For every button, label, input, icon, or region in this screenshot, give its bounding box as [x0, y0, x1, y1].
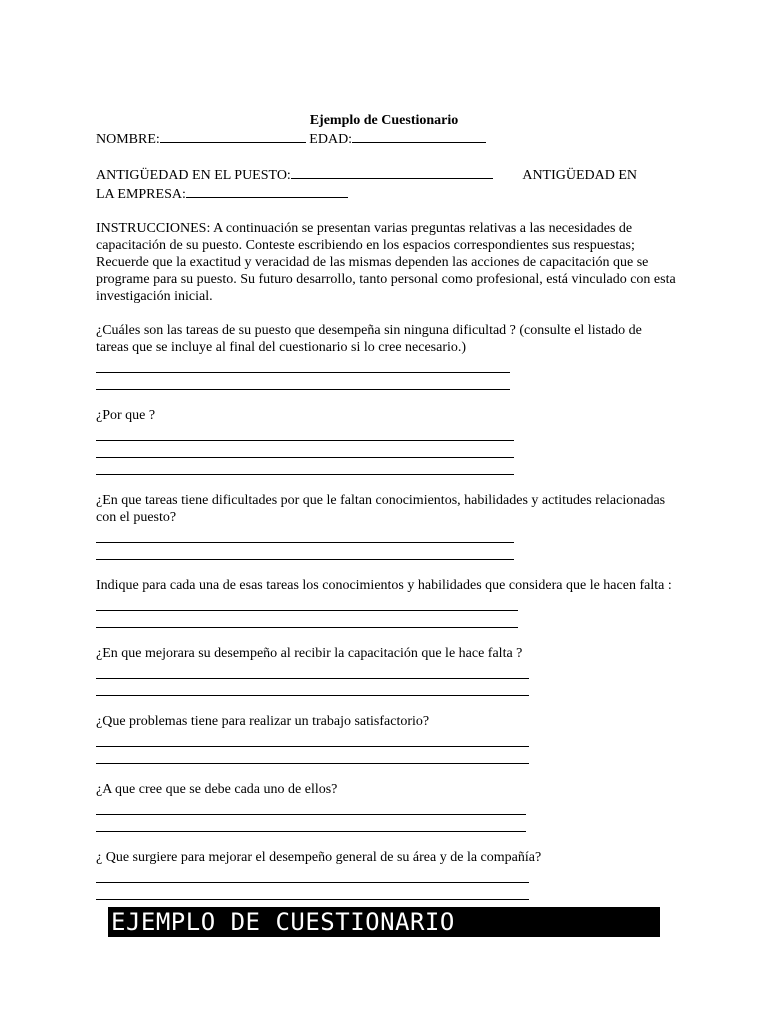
- page-title: Ejemplo de Cuestionario: [309, 113, 459, 128]
- document-banner: [108, 907, 660, 937]
- question-block: [96, 628, 676, 696]
- answer-line[interactable]: [96, 526, 514, 543]
- spacer: [96, 764, 676, 781]
- spacer: [96, 628, 676, 645]
- antiguedad-empresa-label-2: LA EMPRESA:: [96, 187, 186, 202]
- question-block: [96, 764, 676, 832]
- answer-line[interactable]: [96, 883, 529, 900]
- spacer: [96, 305, 676, 322]
- answer-line[interactable]: [96, 441, 514, 458]
- nombre-edad-row: [96, 129, 676, 148]
- question-block: [96, 305, 676, 390]
- answer-line[interactable]: [96, 543, 514, 560]
- answer-line[interactable]: [96, 356, 510, 373]
- answer-line[interactable]: [96, 458, 514, 475]
- answer-line[interactable]: [96, 424, 514, 441]
- antiguedad-empresa-label: ANTIGÜEDAD EN: [522, 168, 638, 183]
- question-text: ¿A que cree que se debe cada uno de ellos?: [96, 782, 338, 797]
- question-text: ¿En que tareas tiene dificultades por que le faltan conocimientos, habilidades y actitudes relacionadas con el puesto?: [96, 493, 666, 525]
- spacer: [96, 475, 676, 492]
- answer-line[interactable]: [96, 662, 529, 679]
- nombre-field[interactable]: [160, 129, 306, 143]
- document-page: [96, 112, 676, 900]
- banner-title: EJEMPLO DE CUESTIONARIO: [111, 908, 455, 936]
- edad-label: EDAD:: [309, 132, 353, 147]
- question-text: ¿ Que surgiere para mejorar el desempeño general de su área y de la compañía?: [96, 850, 542, 865]
- question-block: [96, 475, 676, 560]
- answer-line[interactable]: [96, 730, 529, 747]
- spacer: [96, 148, 676, 165]
- instructions-text: INSTRUCCIONES: A continuación se presentan varias preguntas relativas a las necesidades de capacitación de su puesto. Conteste escribiendo en los espacios correspondientes sus respuestas; Recuerde que la exactitud y veracidad de las mismas dependen las acciones de capacitación que se programe para su puesto. Su futuro desarrollo, tanto personal como profesional, está vinculado con esta investigación inicial.: [96, 221, 676, 304]
- antiguedad-row: [96, 165, 676, 184]
- question-text: ¿Que problemas tiene para realizar un trabajo satisfactorio?: [96, 714, 430, 729]
- edad-field[interactable]: [352, 129, 486, 143]
- answer-line[interactable]: [96, 798, 526, 815]
- antiguedad-puesto-field[interactable]: [291, 165, 493, 179]
- questions-list: [96, 305, 676, 900]
- antiguedad-puesto-label: ANTIGÜEDAD EN EL PUESTO:: [96, 168, 291, 183]
- antiguedad-empresa-row: [96, 184, 676, 203]
- answer-line[interactable]: [96, 866, 529, 883]
- spacer: [96, 696, 676, 713]
- question-block: [96, 390, 676, 475]
- answer-line[interactable]: [96, 815, 526, 832]
- antiguedad-empresa-field[interactable]: [186, 184, 348, 198]
- spacer: [96, 203, 676, 220]
- answer-line[interactable]: [96, 679, 529, 696]
- answer-line[interactable]: [96, 594, 518, 611]
- question-block: [96, 832, 676, 900]
- spacer: [96, 832, 676, 849]
- question-block: [96, 560, 676, 628]
- answer-line[interactable]: [96, 373, 510, 390]
- question-block: [96, 696, 676, 764]
- spacer: [96, 390, 676, 407]
- nombre-label: NOMBRE:: [96, 132, 160, 147]
- spacer: [96, 560, 676, 577]
- question-text: ¿Por que ?: [96, 408, 156, 423]
- question-text: Indique para cada una de esas tareas los conocimientos y habilidades que considera que le hacen falta :: [96, 578, 672, 593]
- answer-line[interactable]: [96, 611, 518, 628]
- question-text: ¿Cuáles son las tareas de su puesto que desempeña sin ninguna dificultad ? (consulte el listado de tareas que se incluye al final del cuestionario si lo cree necesario.): [96, 323, 642, 355]
- question-text: ¿En que mejorara su desempeño al recibir la capacitación que le hace falta ?: [96, 646, 523, 661]
- answer-line[interactable]: [96, 747, 529, 764]
